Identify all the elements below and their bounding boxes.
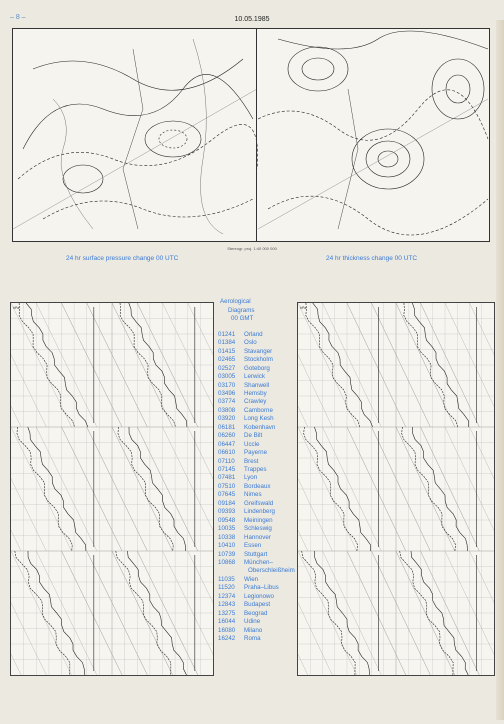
station-row (218, 483, 300, 491)
station-row (218, 500, 300, 508)
station-id (218, 567, 242, 575)
station-name: Lyon (244, 474, 258, 482)
station-row (218, 610, 300, 618)
station-id: 06260 (218, 432, 236, 440)
weather-maps-frame (12, 28, 490, 242)
station-row (218, 331, 300, 339)
station-id: 09184 (218, 499, 236, 507)
station-name: Lerwick (244, 373, 265, 381)
aerological-station-list (218, 298, 300, 644)
station-name: Long Kesh (244, 415, 274, 423)
station-row (218, 601, 300, 609)
station-name: Hannover (244, 533, 271, 541)
pressure-change-map (13, 39, 258, 234)
station-row (218, 627, 300, 635)
page-date: 10.05.1985 (234, 16, 270, 23)
station-id: 13275 (218, 609, 236, 617)
page-number: – 8 – (10, 14, 26, 21)
station-row (218, 517, 300, 525)
station-row (218, 382, 300, 390)
station-row (218, 348, 300, 356)
station-name: Schleswig (244, 525, 272, 533)
station-name: Uccle (244, 440, 260, 448)
aerological-diagrams-right-svg (298, 303, 494, 675)
station-name: Shanwell (244, 381, 270, 389)
station-row (218, 584, 300, 592)
station-name: Trappes (244, 466, 267, 474)
station-name: Praha–Libus (244, 584, 279, 592)
station-row (218, 593, 300, 601)
station-id: 06610 (218, 449, 236, 457)
station-id: 06181 (218, 423, 236, 431)
station-id: 03170 (218, 381, 236, 389)
station-name: Essen (244, 542, 262, 550)
station-name: Wien (244, 575, 259, 583)
station-id: 16044 (218, 618, 236, 626)
station-id: 01384 (218, 339, 236, 347)
weather-maps-svg (13, 29, 489, 241)
station-row (218, 407, 300, 415)
station-row (218, 491, 300, 499)
station-id: 10035 (218, 525, 236, 533)
station-id: 10868 (218, 559, 236, 567)
station-id: 09393 (218, 508, 236, 516)
aerological-panel-left (10, 302, 214, 676)
station-id: 03496 (218, 389, 236, 397)
station-row (218, 415, 300, 423)
station-name: Stuttgart (244, 550, 268, 558)
station-row (218, 365, 300, 373)
pressure-unit-label: hPa (13, 306, 20, 310)
station-name: Udine (244, 618, 261, 626)
station-name: Milano (244, 626, 263, 634)
station-name: Kobenhavn (244, 423, 276, 431)
pressure-unit-label: hPa (300, 306, 307, 310)
station-row (218, 567, 300, 575)
station-id: 07145 (218, 466, 236, 474)
station-name: Stockholm (244, 356, 273, 364)
station-id: 16242 (218, 635, 236, 643)
aerological-subtitle-diagrams: Diagrams (228, 306, 255, 314)
station-row (218, 525, 300, 533)
station-name: Beograd (244, 609, 268, 617)
aerological-subtitle-time: 00 GMT (231, 315, 254, 323)
station-id: 07481 (218, 474, 236, 482)
station-name: Greifswald (244, 499, 274, 507)
station-row (218, 432, 300, 440)
station-id: 06447 (218, 440, 236, 448)
station-name: Payerne (244, 449, 268, 457)
thickness-change-caption: 24 hr thickness change 00 UTC (326, 255, 418, 262)
station-id: 12374 (218, 592, 236, 600)
station-id: 10410 (218, 542, 236, 550)
aerological-title: Aerological (220, 298, 251, 305)
station-name: Goteborg (244, 364, 270, 372)
station-name: Orland (244, 330, 263, 338)
station-id: 09548 (218, 516, 236, 524)
station-row (218, 356, 300, 364)
station-row (218, 508, 300, 516)
station-id: 02527 (218, 364, 236, 372)
station-id: 11035 (218, 575, 235, 583)
station-row (218, 458, 300, 466)
station-rows (218, 331, 300, 644)
station-id: 10739 (218, 550, 236, 558)
station-id: 07510 (218, 482, 236, 490)
station-id: 02465 (218, 356, 236, 364)
aerological-subtitle (228, 307, 300, 324)
thickness-change-map (258, 31, 488, 235)
station-name: Lindenberg (244, 508, 275, 516)
station-name: Meiningen (244, 516, 273, 524)
aerological-diagrams-left-svg (11, 303, 213, 675)
projection-note: Stereogr. proj. 1:40 000 000 (227, 246, 277, 251)
station-id: 07645 (218, 491, 236, 499)
station-row (218, 441, 300, 449)
station-id: 03005 (218, 373, 236, 381)
station-row (218, 398, 300, 406)
station-name: Camborne (244, 406, 273, 414)
station-row (218, 390, 300, 398)
station-name: Hemsby (244, 389, 267, 397)
pressure-change-caption: 24 hr surface pressure change 00 UTC (66, 255, 179, 262)
station-row (218, 449, 300, 457)
station-name: Crawley (244, 398, 267, 406)
station-row (218, 474, 300, 482)
station-name: Brest (244, 457, 259, 465)
page-edge-shadow (496, 20, 504, 720)
station-name: Stavanger (244, 347, 273, 355)
station-name: Oberschleißheim (248, 567, 295, 575)
station-name: München– (244, 559, 273, 567)
station-row (218, 542, 300, 550)
station-id: 03920 (218, 415, 236, 423)
station-row (218, 424, 300, 432)
station-name: Bordeaux (244, 482, 271, 490)
aerological-panel-right (297, 302, 495, 676)
map-divider (256, 28, 257, 242)
station-id: 16080 (218, 626, 236, 634)
station-id: 11520 (218, 584, 235, 592)
station-id: 03808 (218, 406, 236, 414)
station-row (218, 534, 300, 542)
station-name: Roma (244, 635, 261, 643)
station-name: Legionowo (244, 592, 274, 600)
station-row (218, 551, 300, 559)
station-row (218, 559, 300, 567)
station-name: Oslo (244, 339, 257, 347)
station-row (218, 373, 300, 381)
station-row (218, 635, 300, 643)
station-row (218, 618, 300, 626)
station-id: 03774 (218, 398, 236, 406)
station-name: De Bilt (244, 432, 263, 440)
station-id: 01415 (218, 347, 236, 355)
station-id: 10338 (218, 533, 236, 541)
station-row (218, 466, 300, 474)
station-name: Nimes (244, 491, 262, 499)
station-id: 12843 (218, 601, 236, 609)
station-name: Budapest (244, 601, 271, 609)
station-row (218, 339, 300, 347)
station-row (218, 576, 300, 584)
station-id: 01241 (218, 330, 236, 338)
station-id: 07110 (218, 457, 235, 465)
